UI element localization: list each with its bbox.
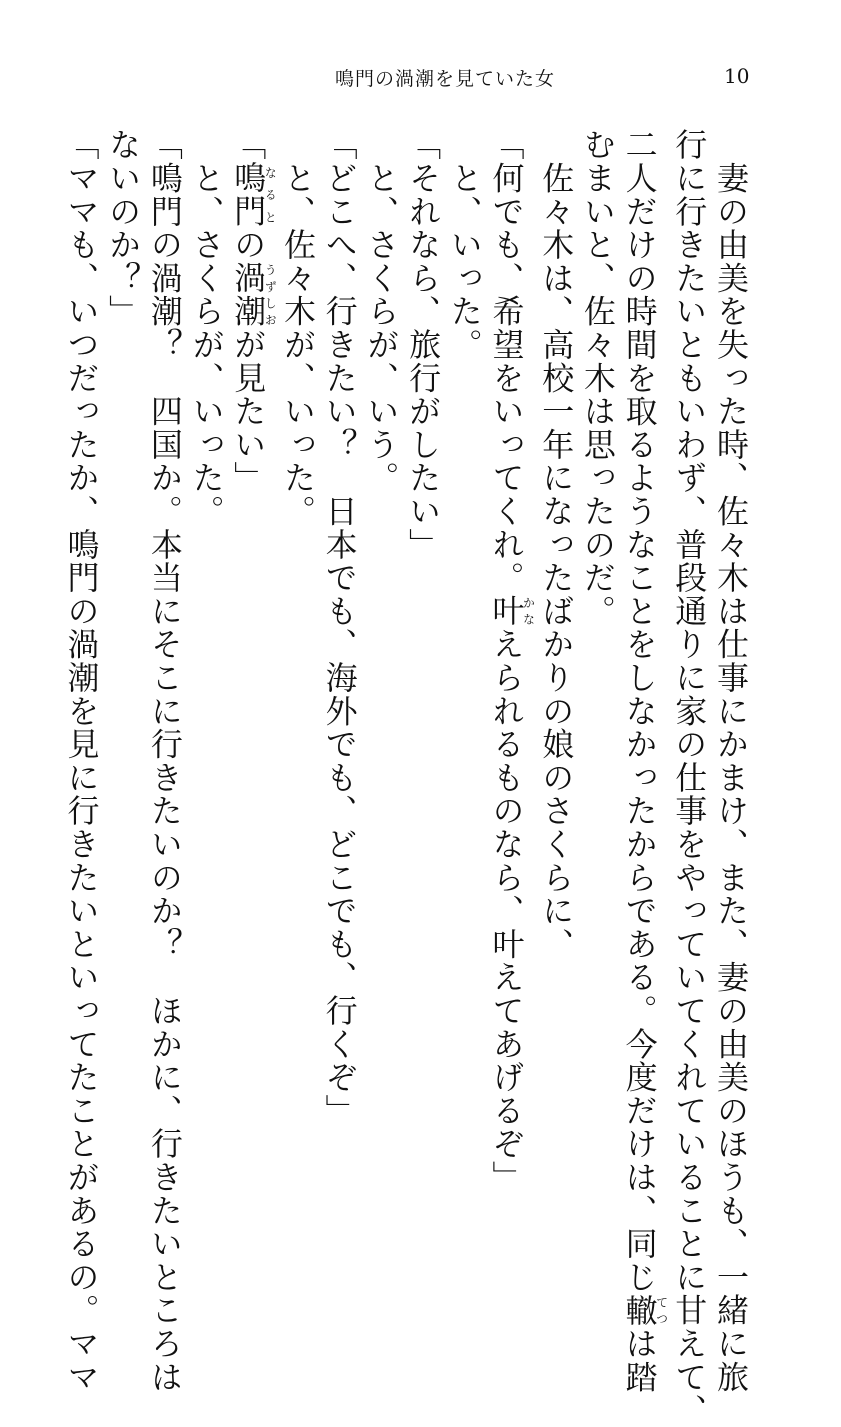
text-segment: 「ママも、いつだったか、鳴門の渦潮を見に行きたいといってたことがあるの。ママ	[62, 128, 101, 1394]
text-line	[443, 128, 485, 1118]
text-line	[276, 128, 318, 1118]
text-segment: 「鳴門の渦潮？ 四国か。本当にそこに行きたいのか？ ほかに、行きたいところは	[145, 128, 184, 1394]
text-line	[227, 128, 277, 1118]
text-segment: が見たい」	[229, 327, 268, 495]
text-segment: と、さくらが、いう。	[362, 128, 401, 495]
text-line	[534, 128, 576, 1118]
running-header	[0, 64, 841, 94]
text-segment: むまいと、佐々木は思ったのだ。	[578, 128, 617, 628]
text-line	[143, 128, 185, 1394]
text-segment: 「それなら、旅行がしたい」	[404, 128, 443, 561]
text-line	[618, 128, 669, 1394]
text-segment: 佐々木は、高校一年になったばかりの娘のさくらに、	[537, 128, 576, 961]
ruby-word	[620, 1293, 669, 1327]
ruby-base: 叶	[487, 594, 526, 628]
text-line	[360, 128, 402, 1118]
ruby-word	[229, 261, 278, 328]
text-segment: と、佐々木が、いった。	[278, 128, 317, 528]
text-segment: 行に行きたいともいわず、普段通りに家の仕事をやっていてくれていることに甘えて、	[670, 128, 709, 1427]
text-segment: の	[229, 227, 268, 262]
text-segment: えられるものなら、叶えてあげるぞ」	[487, 627, 526, 1194]
text-segment: は踏	[620, 1326, 659, 1394]
ruby-reading: うずしお	[263, 261, 278, 328]
ruby-word	[487, 594, 536, 628]
ruby-word	[229, 161, 278, 228]
text-line	[485, 128, 536, 1194]
text-segment: 「どこへ、行きたい？ 日本でも、海外でも、どこでも、行くぞ」	[320, 128, 359, 1127]
ruby-base: 渦潮	[229, 261, 268, 328]
text-segment: 妻の由美を失った時、佐々木は仕事にかまけ、また、妻の由美のほうも、一緒に旅	[712, 128, 750, 1394]
ruby-reading: てつ	[654, 1293, 669, 1327]
ruby-reading: かな	[521, 594, 536, 628]
ruby-reading: なると	[263, 161, 278, 228]
text-line	[60, 128, 102, 1394]
text-line	[576, 128, 618, 1118]
text-line	[318, 128, 360, 1127]
text-line	[668, 128, 710, 1427]
text-line	[709, 128, 751, 1394]
ruby-base: 鳴門	[229, 161, 268, 228]
text-segment: 「	[229, 128, 268, 162]
text-line	[401, 128, 443, 1118]
text-segment: ないのか？」	[104, 128, 143, 328]
text-segment: 二人だけの時間を取るようなことをしなかったからである。今度だけは、同じ	[620, 128, 659, 1294]
text-line	[101, 128, 143, 1118]
text-segment: 「何でも、希望をいってくれ。	[487, 128, 526, 595]
text-segment: と、さくらが、いった。	[187, 128, 226, 528]
ruby-base: 轍	[620, 1293, 659, 1327]
vertical-body-text	[62, 128, 751, 1427]
text-segment: と、いった。	[445, 128, 484, 362]
running-title: 鳴門の渦潮を見ていた女	[335, 68, 556, 90]
text-line	[185, 128, 227, 1118]
page-number: 10	[724, 64, 750, 88]
